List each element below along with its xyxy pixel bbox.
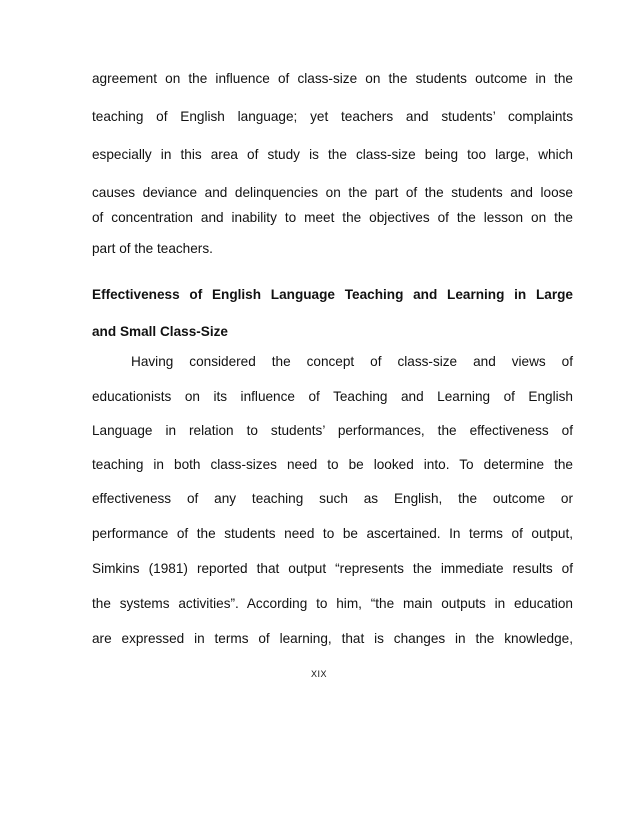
body-text-line: Language in relation to students’ performances, the effectiveness of: [92, 423, 573, 438]
body-text-line: effectiveness of any teaching such as English, the outcome or: [92, 491, 573, 506]
body-text-line: the systems activities”. According to him, “the main outputs in education: [92, 596, 573, 611]
body-text-line: educationists on its influence of Teaching and Learning of English: [92, 389, 573, 404]
section-heading: Effectiveness of English Language Teaching and Learning in Large: [92, 287, 573, 302]
body-text-line: of concentration and inability to meet the objectives of the lesson on the: [92, 210, 573, 225]
body-text-line: performance of the students need to be ascertained. In terms of output,: [92, 526, 573, 541]
page-number: XIX: [310, 669, 327, 679]
body-text-line: causes deviance and delinquencies on the part of the students and loose: [92, 185, 573, 200]
body-text-line: agreement on the influence of class-size on the students outcome in the: [92, 71, 573, 86]
body-text-line: are expressed in terms of learning, that is changes in the knowledge,: [92, 631, 573, 646]
body-text-line: part of the teachers.: [92, 241, 213, 256]
body-text-line: teaching of English language; yet teachers and students’ complaints: [92, 109, 573, 124]
body-text-line: Simkins (1981) reported that output “represents the immediate results of: [92, 561, 573, 576]
body-text-line: Having considered the concept of class-size and views of: [131, 354, 573, 369]
body-text-line: teaching in both class-sizes need to be looked into. To determine the: [92, 457, 573, 472]
section-heading: and Small Class-Size: [92, 324, 228, 339]
body-text-line: especially in this area of study is the class-size being too large, which: [92, 147, 573, 162]
